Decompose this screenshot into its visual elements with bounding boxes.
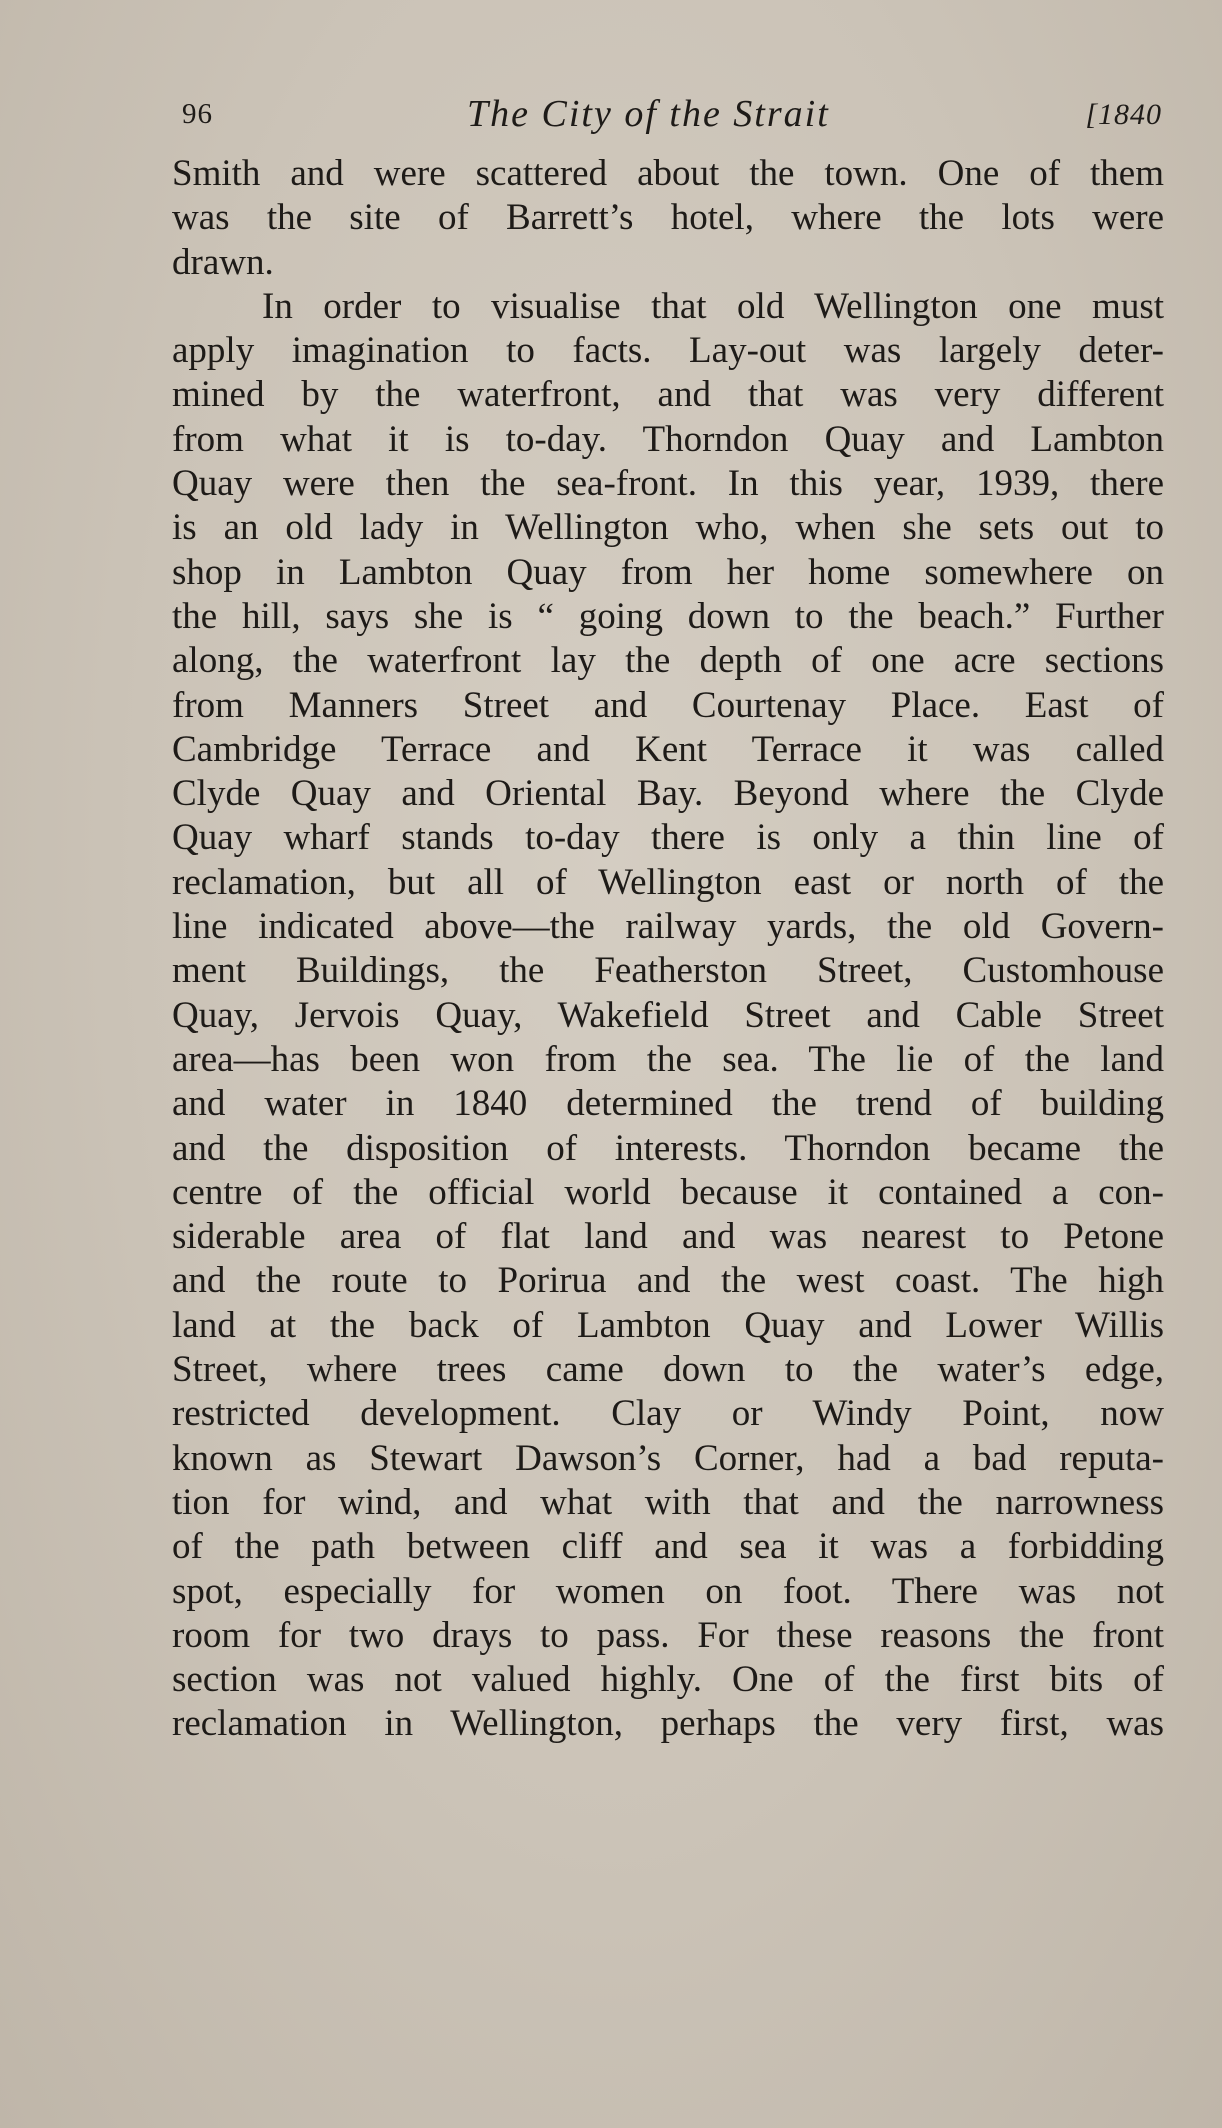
header-year: [1840 <box>1085 98 1162 131</box>
text-line: Cambridge Terrace and Kent Terrace it was called <box>172 728 1164 770</box>
text-line: centre of the official world because it contained a con- <box>172 1171 1164 1213</box>
text-line: Quay, Jervois Quay, Wakefield Street and Cable Street <box>172 994 1164 1036</box>
text-line: Street, where trees came down to the water’s edge, <box>172 1349 1164 1391</box>
text-line: mined by the waterfront, and that was very different <box>172 374 1164 416</box>
text-line: reclamation, but all of Wellington east or north of the <box>172 861 1164 903</box>
text-line: spot, especially for women on foot. There was not <box>172 1570 1164 1612</box>
text-line: of the path between cliff and sea it was a forbidding <box>172 1526 1164 1568</box>
page-number: 96 <box>182 98 213 130</box>
text-line: Quay wharf stands to-day there is only a thin line of <box>172 817 1164 859</box>
text-line: shop in Lambton Quay from her home somewhere on <box>172 551 1164 593</box>
text-line: area—has been won from the sea. The lie of the land <box>172 1038 1164 1080</box>
text-line: and the disposition of interests. Thorndon became the <box>172 1127 1164 1169</box>
text-line: from Manners Street and Courtenay Place. East of <box>172 684 1164 726</box>
text-line: siderable area of flat land and was nearest to Petone <box>172 1216 1164 1258</box>
text-line: apply imagination to facts. Lay-out was largely deter- <box>172 330 1164 372</box>
text-line: along, the waterfront lay the depth of one acre sections <box>172 640 1164 682</box>
text-line: section was not valued highly. One of the first bits of <box>172 1659 1164 1701</box>
running-title: The City of the Strait <box>467 93 830 135</box>
text-line: was the site of Barrett’s hotel, where the lots were <box>172 197 1164 239</box>
text-line: room for two drays to pass. For these reasons the front <box>172 1614 1164 1656</box>
text-line: ment Buildings, the Featherston Street, Customhouse <box>172 950 1164 992</box>
text-line: restricted development. Clay or Windy Point, now <box>172 1393 1164 1435</box>
text-line: is an old lady in Wellington who, when she sets out to <box>172 507 1164 549</box>
running-header <box>182 92 1162 148</box>
text-line: Quay were then the sea-front. In this year, 1939, there <box>172 463 1164 505</box>
body-text <box>172 152 1164 1747</box>
text-line: Clyde Quay and Oriental Bay. Beyond where the Clyde <box>172 773 1164 815</box>
text-line: Smith and were scattered about the town. One of them <box>172 153 1164 194</box>
text-line: In order to visualise that old Wellington one must <box>262 285 1164 327</box>
text-line: from what it is to-day. Thorndon Quay and Lambton <box>172 418 1164 460</box>
text-line: reclamation in Wellington, perhaps the very first, was <box>172 1703 1164 1745</box>
text-line: drawn. <box>172 241 274 283</box>
text-line: and the route to Porirua and the west coast. The high <box>172 1260 1164 1302</box>
text-line: and water in 1840 determined the trend of building <box>172 1083 1164 1125</box>
text-line: the hill, says she is “ going down to the beach.” Further <box>172 595 1164 637</box>
text-line: land at the back of Lambton Quay and Lower Willis <box>172 1304 1164 1346</box>
text-line: tion for wind, and what with that and the narrowness <box>172 1481 1164 1523</box>
text-line: known as Stewart Dawson’s Corner, had a bad reputa- <box>172 1437 1164 1479</box>
text-line: line indicated above—the railway yards, the old Govern- <box>172 906 1164 948</box>
